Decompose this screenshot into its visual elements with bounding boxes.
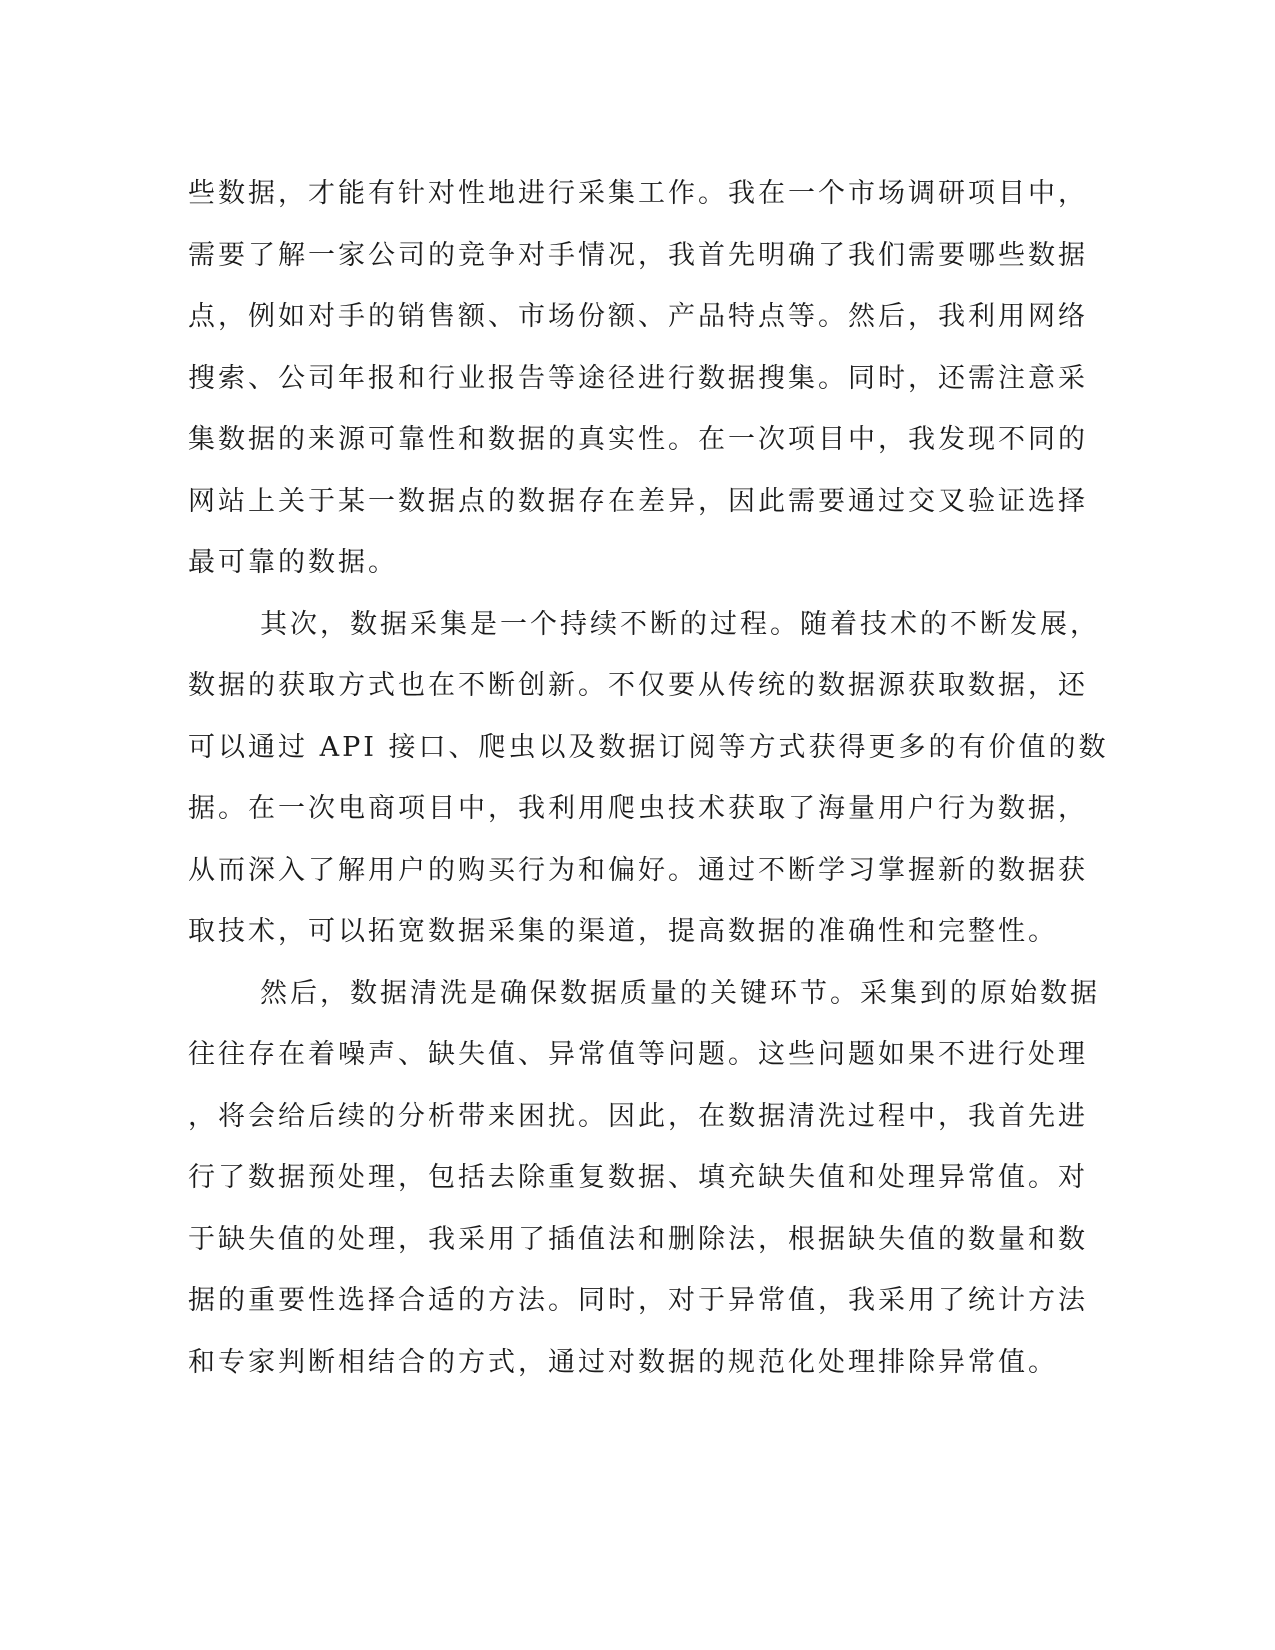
body-text xyxy=(188,163,1109,1393)
text-line: 搜索、公司年报和行业报告等途径进行数据搜集。同时，还需注意采 xyxy=(188,362,1088,394)
text-line: 需要了解一家公司的竞争对手情况，我首先明确了我们需要哪些数据 xyxy=(188,239,1088,271)
text-line: 据。在一次电商项目中，我利用爬虫技术获取了海量用户行为数据， xyxy=(188,793,1088,824)
text-line: 于缺失值的处理，我采用了插值法和删除法，根据缺失值的数量和数 xyxy=(188,1223,1088,1255)
text-line: 网站上关于某一数据点的数据存在差异，因此需要通过交叉验证选择 xyxy=(188,485,1088,517)
text-line: 集数据的来源可靠性和数据的真实性。在一次项目中，我发现不同的 xyxy=(188,424,1088,455)
text-line: 据的重要性选择合适的方法。同时，对于异常值，我采用了统计方法 xyxy=(188,1285,1088,1316)
text-line: 最可靠的数据。 xyxy=(188,547,398,578)
text-line: 其次，数据采集是一个持续不断的过程。随着技术的不断发展， xyxy=(260,608,1100,640)
text-line: ，将会给后续的分析带来困扰。因此，在数据清洗过程中，我首先进 xyxy=(188,1100,1088,1132)
text-line: 然后，数据清洗是确保数据质量的关键环节。采集到的原始数据 xyxy=(260,977,1100,1009)
text-line: 点，例如对手的销售额、市场份额、产品特点等。然后，我利用网络 xyxy=(188,301,1088,332)
text-line: 行了数据预处理，包括去除重复数据、填充缺失值和处理异常值。对 xyxy=(188,1162,1088,1193)
text-line: 可以通过 API 接口、爬虫以及数据订阅等方式获得更多的有价值的数 xyxy=(188,731,1109,763)
text-line: 从而深入了解用户的购买行为和偏好。通过不断学习掌握新的数据获 xyxy=(188,854,1088,886)
text-line: 和专家判断相结合的方式，通过对数据的规范化处理排除异常值。 xyxy=(188,1346,1058,1378)
text-line: 数据的获取方式也在不断创新。不仅要从传统的数据源获取数据，还 xyxy=(188,670,1088,701)
text-line: 些数据，才能有针对性地进行采集工作。我在一个市场调研项目中， xyxy=(188,178,1088,209)
text-line: 取技术，可以拓宽数据采集的渠道，提高数据的准确性和完整性。 xyxy=(188,916,1058,947)
text-line: 往往存在着噪声、缺失值、异常值等问题。这些问题如果不进行处理 xyxy=(188,1039,1088,1070)
